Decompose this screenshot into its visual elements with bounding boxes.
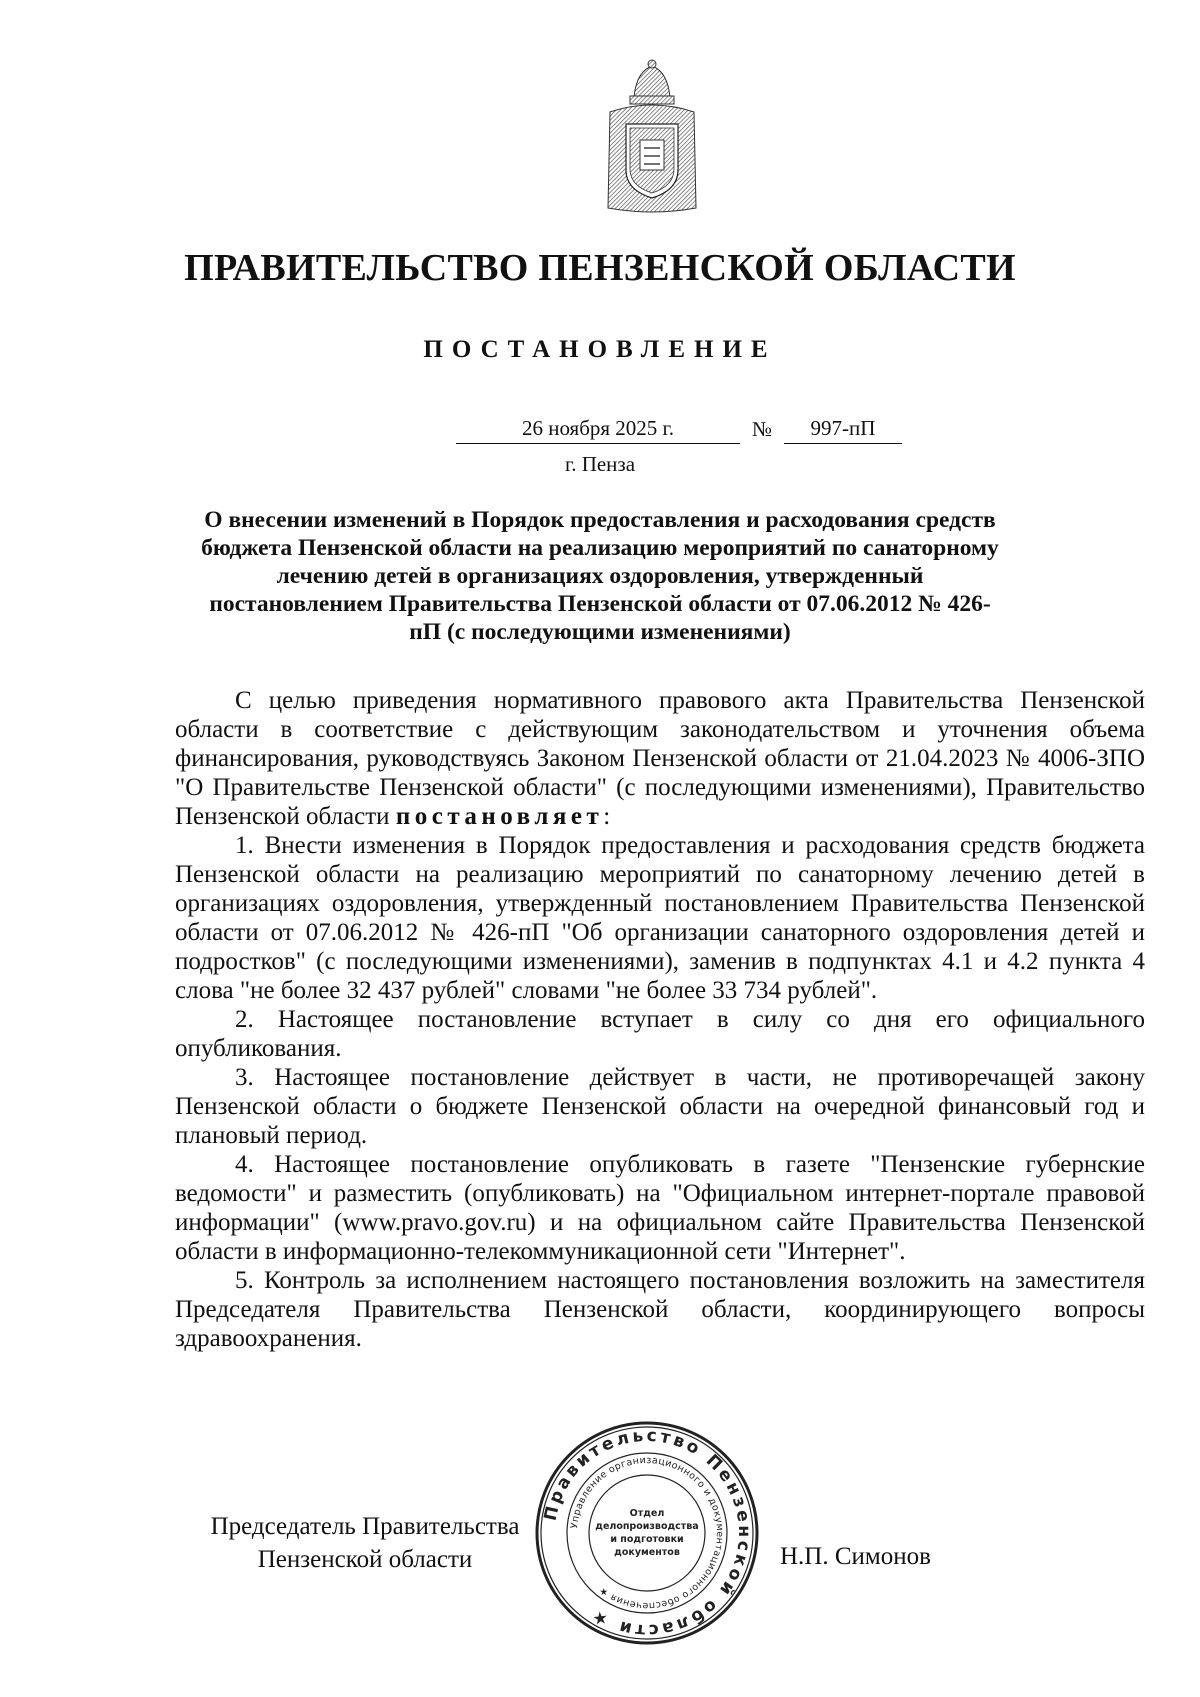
round-seal-stamp — [532, 1418, 762, 1648]
svg-text:делопроизводства: делопроизводства — [595, 1521, 699, 1532]
decree-colon: : — [603, 803, 611, 830]
svg-text:документов: документов — [614, 1547, 680, 1558]
svg-text:Отдел: Отдел — [629, 1508, 665, 1519]
document-date: 26 ноября 2025 г. — [456, 416, 740, 444]
number-sign: № — [751, 417, 773, 441]
signatory-role-line1: Председатель Правительства — [210, 1513, 520, 1540]
list-item: 4. Настоящее постановление опубликовать в газете "Пензенские губернские ведомости" и разместить (опубликовать) на "Официальном интернет-портале правовой информации" (www.pravo.gov.ru) и на официальном сайте Правительства Пензенской области в информационно-телекоммуникационной сети "Интернет". — [175, 1151, 1145, 1265]
document-number: 997-пП — [784, 416, 902, 444]
list-item: 2. Настоящее постановление вступает в силу со дня его официального опубликования. — [175, 1006, 1145, 1062]
document-city: г. Пенза — [564, 452, 636, 476]
decree-word: постановляет — [395, 803, 604, 830]
document-subject: О внесении изменений в Порядок предоставления и расходования средств бюджета Пензенской области на реализацию мероприятий по санаторному лечению детей в организациях оздоровления, утвержденный постановлением Правительства Пензенской области от 07.06.2012 № 426-пП (с последующими изменениями) — [201, 507, 999, 645]
document-type: ПОСТАНОВЛЕНИЕ — [423, 336, 777, 363]
document-body — [175, 686, 1145, 1353]
coat-of-arms-icon — [604, 58, 700, 218]
list-item: 5. Контроль за исполнением настоящего постановления возложить на заместителя Председателя Правительства Пензенской области, координирующего вопросы здравоохранения. — [175, 1267, 1145, 1352]
svg-text:Управление организационного и: Управление организационного и документационного обеспечения ★ — [569, 1454, 726, 1612]
preamble — [175, 686, 1145, 831]
signatory-role-line2: Пензенской области — [257, 1546, 473, 1573]
signatory-name: Н.П. Симонов — [780, 1543, 931, 1570]
svg-text:и подготовки: и подготовки — [610, 1534, 684, 1545]
date-number-line — [456, 412, 902, 444]
list-item: 3. Настоящее постановление действует в части, не противоречащей закону Пензенской области о бюджете Пензенской области на очередной финансовый год и плановый период. — [175, 1064, 1145, 1149]
government-title: ПРАВИТЕЛЬСТВО ПЕНЗЕНСКОЙ ОБЛАСТИ — [184, 247, 1016, 289]
preamble-text: С целью приведения нормативного правового акта Правительства Пензенской области в соответствие с действующим законодательством и уточнения объема финансирования, руководствуясь Законом Пензенской области от 21.04.2023 № 4006-ЗПО "О Правительстве Пензенской области" (с последующими изменениями), Правительство Пензенской области — [175, 687, 1145, 830]
signatory-role — [180, 1510, 550, 1576]
svg-text:Правительство Пензенской облас: Правительство Пензенской области ★ — [540, 1425, 755, 1641]
list-item: 1. Внести изменения в Порядок предоставления и расходования средств бюджета Пензенской области на реализацию мероприятий по санаторному лечению детей в организациях оздоровления, утвержденный постановлением Правительства Пензенской области от 07.06.2012 № 426-пП "Об организации санаторного оздоровления детей и подростков" (с последующими изменениями), заменив в подпунктах 4.1 и 4.2 пункта 4 слова "не более 32 437 рублей" словами "не более 33 734 рублей". — [175, 832, 1145, 1004]
